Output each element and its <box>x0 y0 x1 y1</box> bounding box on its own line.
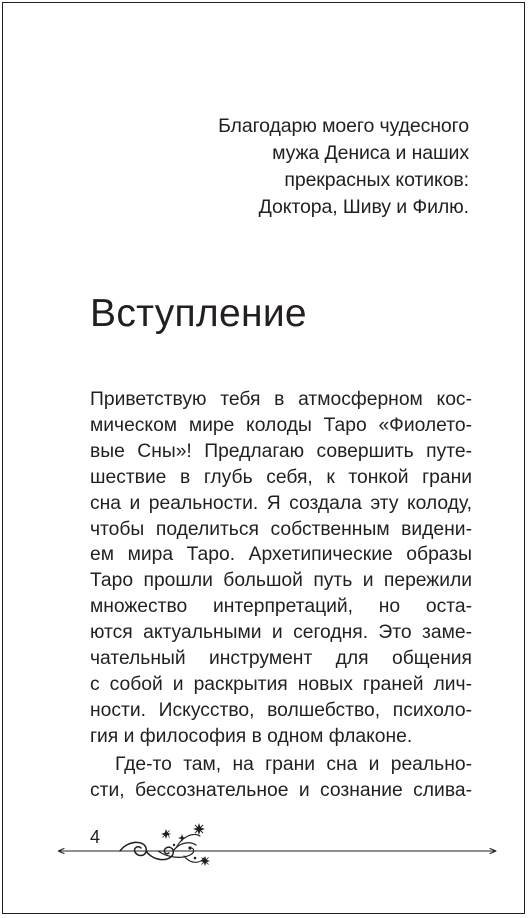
text-line: Приветствую тебя в атмосферном кос- <box>90 389 472 410</box>
text-line: сти, бессознательное и сознание слива- <box>90 779 472 801</box>
text-line: ем мира Таро. Архетипические образы <box>90 544 472 566</box>
dedication-line: Благодарю моего чудесного <box>218 115 469 137</box>
page-number: 4 <box>90 827 101 847</box>
text-line: чтобы поделиться собственным видени- <box>90 518 472 540</box>
swirl-ornament-icon <box>58 812 498 872</box>
paragraph <box>90 752 472 804</box>
text-line: шествие в глубь себя, к тонкой грани <box>90 466 472 488</box>
text-line: ности. Искусство, волшебство, психоло- <box>90 699 472 721</box>
text-line: ются актуальными и сегодня. Это заме- <box>90 622 472 644</box>
text-line: сна и реальности. Я создала эту колоду, <box>90 492 472 514</box>
text-line: Таро прошли большой путь и пережили <box>90 570 472 592</box>
text-line: гия и философия в одном флаконе. <box>90 725 413 747</box>
text-line: чательный инструмент для общения <box>90 648 472 670</box>
dedication-line: Доктора, Шиву и Филю. <box>258 196 469 218</box>
dedication <box>169 113 469 221</box>
dedication-line: прекрасных котиков: <box>284 169 469 191</box>
text-line: множество интерпретаций, но оста- <box>90 596 472 618</box>
body-text <box>90 387 472 804</box>
paragraph <box>90 387 472 750</box>
text-line: Где-то там, на грани сна и реально- <box>115 753 472 775</box>
page-footer <box>0 812 529 872</box>
text-line: вые Сны»! Предлагаю совершить путе- <box>90 440 472 462</box>
dedication-line: мужа Дениса и наших <box>272 142 469 164</box>
text-line: с собой и раскрытия новых граней лич- <box>90 673 472 695</box>
text-line: мическом мире колоды Таро «Фиолето- <box>90 414 472 436</box>
section-title: Вступление <box>90 292 307 335</box>
